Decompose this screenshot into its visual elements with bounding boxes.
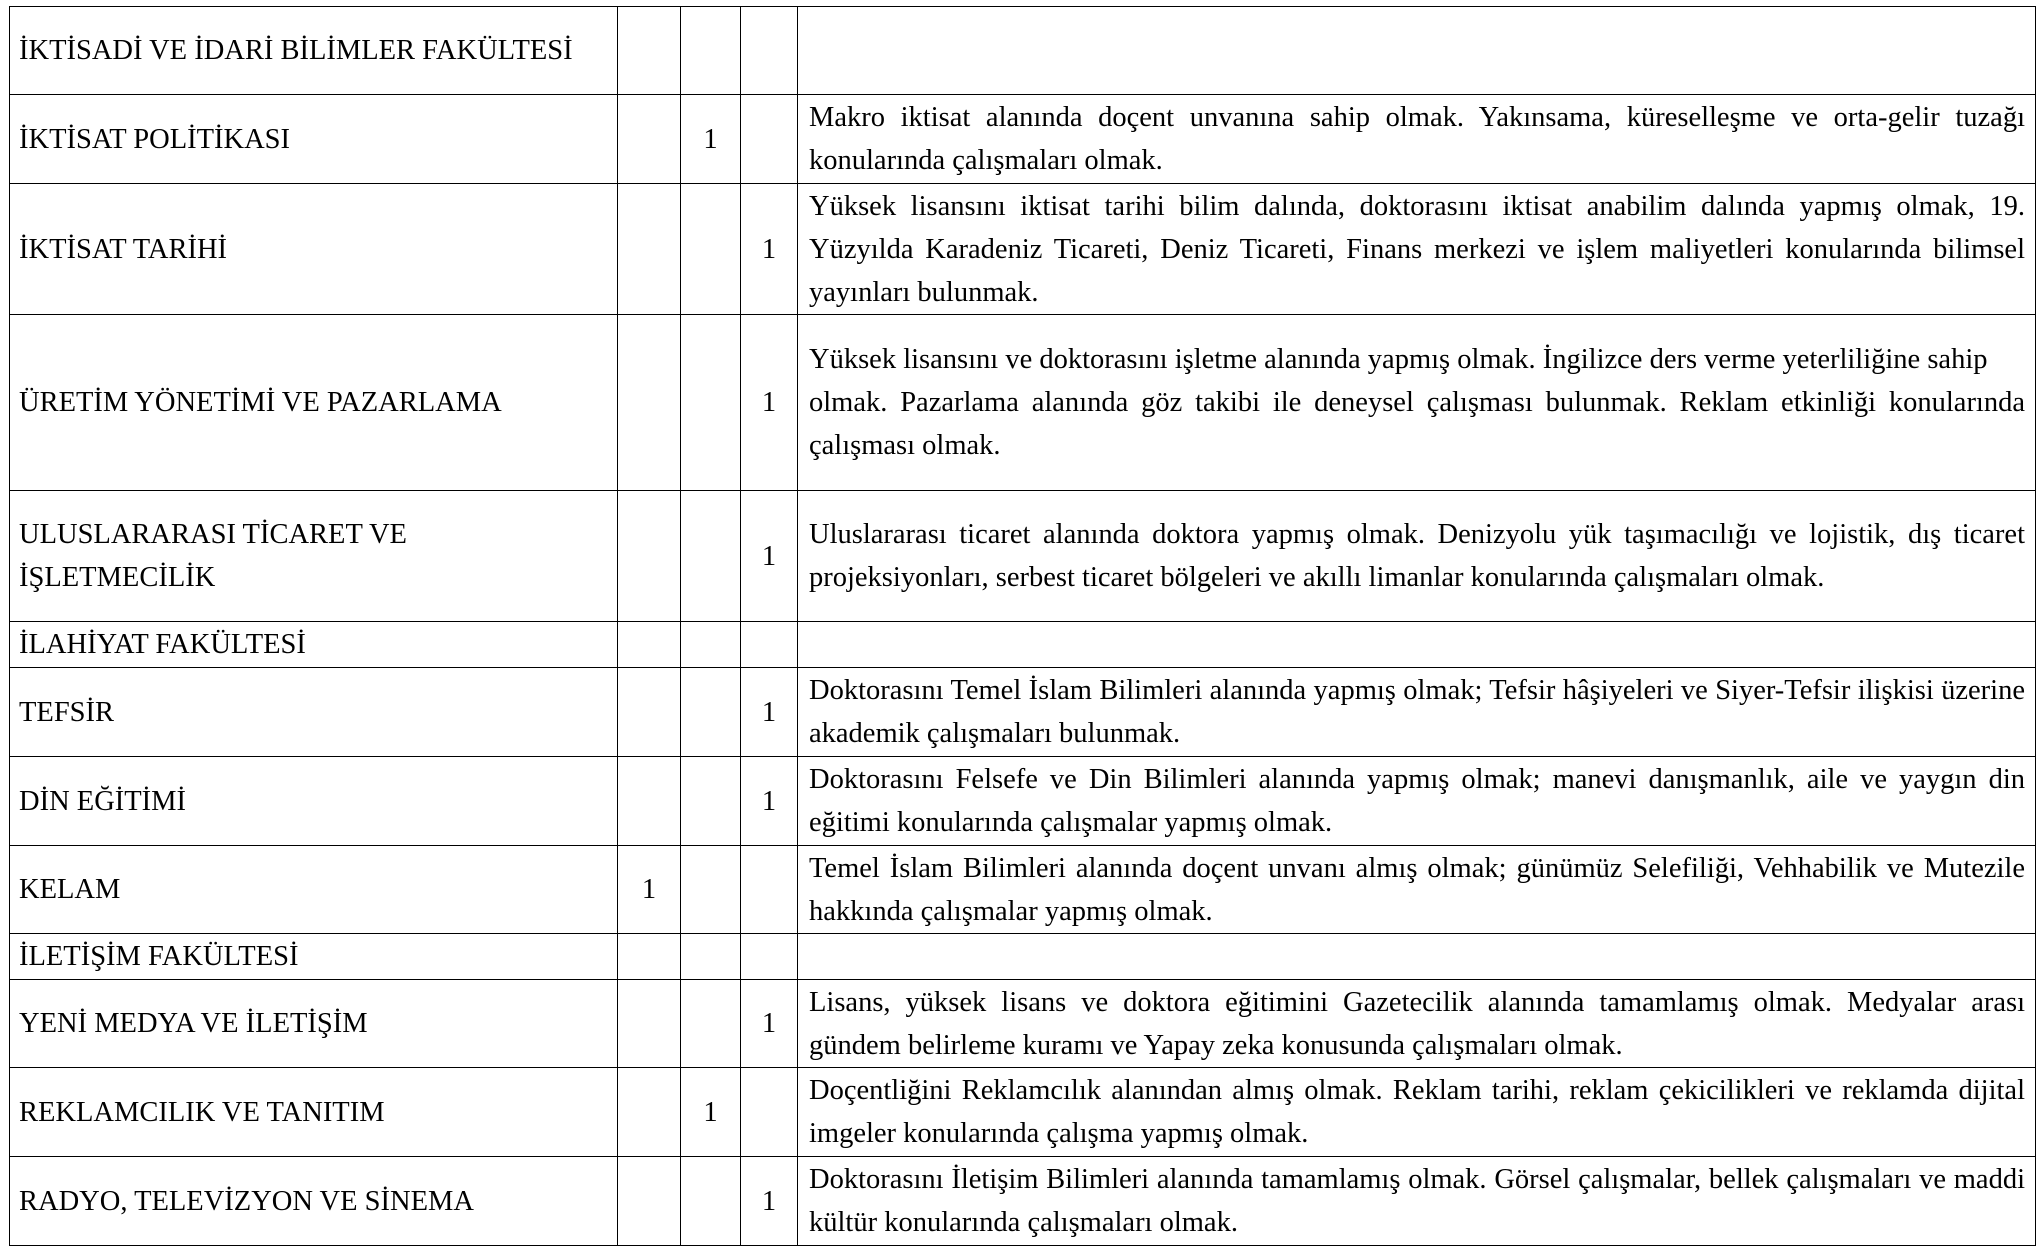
count-col-2 — [681, 846, 741, 934]
count-col-1 — [618, 7, 681, 95]
count-col-1 — [618, 315, 681, 491]
department-row — [10, 757, 2036, 846]
count-col-3: 1 — [741, 184, 798, 315]
count-col-3: 1 — [741, 1157, 798, 1246]
department-name: DİN EĞİTİMİ — [10, 757, 618, 846]
count-col-3 — [741, 622, 798, 668]
department-name: ÜRETİM YÖNETİMİ VE PAZARLAMA — [10, 315, 618, 491]
department-name: REKLAMCILIK VE TANITIM — [10, 1068, 618, 1157]
count-col-1 — [618, 491, 681, 622]
count-col-1 — [618, 934, 681, 980]
count-col-1 — [618, 95, 681, 184]
count-col-2: 1 — [681, 1068, 741, 1157]
requirement-text: Makro iktisat alanında doçent unvanına sahip olmak. Yakınsama, küreselleşme ve orta-gelir tuzağı konularında çalışmaları olmak. — [798, 95, 2036, 184]
count-col-3 — [741, 846, 798, 934]
department-row — [10, 95, 2036, 184]
count-col-1 — [618, 1157, 681, 1246]
department-name: ULUSLARARASI TİCARET VE İŞLETMECİLİK — [10, 491, 618, 622]
requirement-text — [798, 315, 2036, 491]
department-name: İKTİSAT POLİTİKASI — [10, 95, 618, 184]
faculty-name: İLETİŞİM FAKÜLTESİ — [10, 934, 618, 980]
count-col-1 — [618, 1068, 681, 1157]
department-row — [10, 184, 2036, 315]
faculty-row — [10, 934, 2036, 980]
count-col-3 — [741, 95, 798, 184]
department-name: KELAM — [10, 846, 618, 934]
count-col-2 — [681, 491, 741, 622]
count-col-2 — [681, 184, 741, 315]
count-col-1 — [618, 757, 681, 846]
requirement-text: Uluslararası ticaret alanında doktora yapmış olmak. Denizyolu yük taşımacılığı ve lojistik, dış ticaret projeksiyonları, serbest ticaret bölgeleri ve akıllı limanlar konularında çalışmaları olmak. — [798, 491, 2036, 622]
requirement-text: Doktorasını Felsefe ve Din Bilimleri alanında yapmış olmak; manevi danışmanlık, aile ve yaygın din eğitimi konularında çalışmalar yapmış olmak. — [798, 757, 2036, 846]
count-col-1 — [618, 668, 681, 757]
department-name: TEFSİR — [10, 668, 618, 757]
department-row — [10, 846, 2036, 934]
count-col-3: 1 — [741, 980, 798, 1068]
count-col-2 — [681, 7, 741, 95]
faculty-row — [10, 7, 2036, 95]
count-col-2 — [681, 622, 741, 668]
count-col-2 — [681, 1157, 741, 1246]
department-name: RADYO, TELEVİZYON VE SİNEMA — [10, 1157, 618, 1246]
faculty-name: İLAHİYAT FAKÜLTESİ — [10, 622, 618, 668]
count-col-3: 1 — [741, 757, 798, 846]
count-col-2 — [681, 315, 741, 491]
requirement-text: Doktorasını İletişim Bilimleri alanında tamamlamış olmak. Görsel çalışmalar, bellek çalışmaları ve maddi kültür konularında çalışmaları olmak. — [798, 1157, 2036, 1246]
department-row — [10, 315, 2036, 491]
count-col-2 — [681, 934, 741, 980]
department-row — [10, 980, 2036, 1068]
count-col-2: 1 — [681, 95, 741, 184]
department-row — [10, 668, 2036, 757]
department-row — [10, 1068, 2036, 1157]
requirement-text: Doçentliğini Reklamcılık alanından almış olmak. Reklam tarihi, reklam çekicilikleri ve reklamda dijital imgeler konularında çalışma yapmış olmak. — [798, 1068, 2036, 1157]
department-row — [10, 491, 2036, 622]
requirement-text-line: olmak. Pazarlama alanında göz takibi ile deneysel çalışması bulunmak. Reklam etkinliği konularında çalışması olmak. — [809, 387, 2025, 461]
count-col-2 — [681, 757, 741, 846]
department-name: YENİ MEDYA VE İLETİŞİM — [10, 980, 618, 1068]
count-col-1 — [618, 184, 681, 315]
count-col-1 — [618, 622, 681, 668]
count-col-3: 1 — [741, 668, 798, 757]
count-col-2 — [681, 668, 741, 757]
requirement-text — [798, 7, 2036, 95]
requirement-text: Temel İslam Bilimleri alanında doçent unvanı almış olmak; günümüz Selefiliği, Vehhabilik ve Mutezile hakkında çalışmalar yapmış olmak. — [798, 846, 2036, 934]
count-col-3 — [741, 7, 798, 95]
count-col-1: 1 — [618, 846, 681, 934]
requirement-text: Lisans, yüksek lisans ve doktora eğitimini Gazetecilik alanında tamamlamış olmak. Medyalar arası gündem belirleme kuramı ve Yapay zeka konusunda çalışmaları olmak. — [798, 980, 2036, 1068]
positions-table — [9, 6, 2036, 1246]
count-col-3: 1 — [741, 315, 798, 491]
requirement-text — [798, 622, 2036, 668]
count-col-2 — [681, 980, 741, 1068]
count-col-3: 1 — [741, 491, 798, 622]
requirement-text: Doktorasını Temel İslam Bilimleri alanında yapmış olmak; Tefsir hâşiyeleri ve Siyer-Tefsir ilişkisi üzerine akademik çalışmaları bulunmak. — [798, 668, 2036, 757]
faculty-row — [10, 622, 2036, 668]
requirement-text-line: Yüksek lisansını ve doktorasını işletme alanında yapmış olmak. İngilizce ders verme yeterliliğine sahip — [809, 344, 1988, 375]
requirement-text — [798, 934, 2036, 980]
department-name: İKTİSAT TARİHİ — [10, 184, 618, 315]
requirement-text: Yüksek lisansını iktisat tarihi bilim dalında, doktorasını iktisat anabilim dalında yapmış olmak, 19. Yüzyılda Karadeniz Ticareti, Deniz Ticareti, Finans merkezi ve işlem maliyetleri konularında bilimsel yayınları bulunmak. — [798, 184, 2036, 315]
department-row — [10, 1157, 2036, 1246]
count-col-1 — [618, 980, 681, 1068]
count-col-3 — [741, 1068, 798, 1157]
faculty-name: İKTİSADİ VE İDARİ BİLİMLER FAKÜLTESİ — [10, 7, 618, 95]
count-col-3 — [741, 934, 798, 980]
